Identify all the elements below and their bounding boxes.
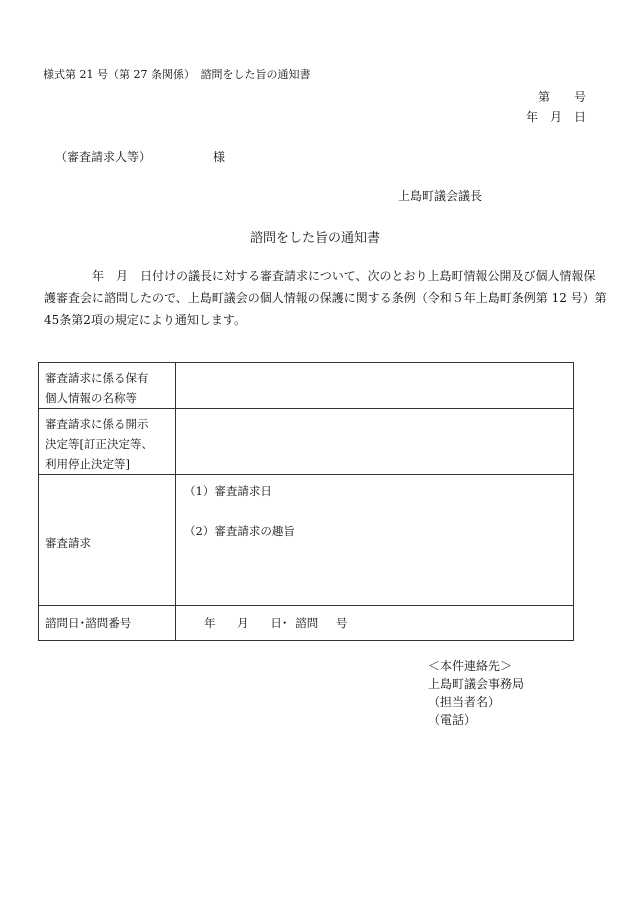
- document-number: 第 号: [537, 90, 586, 104]
- value-cell-disclosure-decision: [176, 409, 574, 475]
- value-cell-personal-info: [176, 363, 574, 409]
- table-row: [39, 475, 574, 606]
- recipient-honorific: 様: [213, 150, 226, 164]
- contact-office: 上島町議会事務局: [428, 677, 525, 691]
- body-paragraph: [44, 265, 607, 331]
- details-table: [38, 362, 574, 641]
- table-row: [39, 409, 574, 475]
- contact-heading: ＜本件連絡先＞: [428, 659, 513, 673]
- body-line: 45条第2項の規定により通知します。: [44, 313, 246, 327]
- contact-person: （担当者名）: [428, 695, 501, 709]
- value-cell-consultation: 年 月 日･ 諮問 号: [176, 606, 574, 641]
- row-label-disclosure-decision: 審査請求に係る開示 決定等[訂正決定等、 利用停止決定等]: [39, 409, 176, 475]
- table-row: [39, 363, 574, 409]
- sender: 上島町議会議長: [398, 189, 483, 203]
- review-request-date-item: （1）審査請求日: [184, 484, 272, 498]
- body-line: 護審査会に諮問したので、上島町議会の個人情報の保護に関する条例（令和５年上島町条例第 12 号）第: [44, 291, 607, 305]
- row-label-personal-info: 審査請求に係る保有 個人情報の名称等: [39, 363, 176, 409]
- review-request-purpose-item: （2）審査請求の趣旨: [184, 524, 295, 538]
- body-line: 年 月 日付けの議長に対する審査請求について、次のとおり上島町情報公開及び個人情報保: [92, 269, 596, 283]
- row-label-review-request: 審査請求: [39, 475, 176, 606]
- contact-block: [428, 657, 524, 729]
- table-row: [39, 606, 574, 641]
- document-title: 諮問をした旨の通知書: [249, 231, 380, 246]
- document-date: 年 月 日: [525, 110, 586, 124]
- value-cell-review-request: [176, 475, 574, 606]
- row-label-consultation: 諮問日･諮問番号: [39, 606, 176, 641]
- recipient: （審査請求人等）: [55, 150, 152, 164]
- form-reference: 様式第 21 号（第 27 条関係） 諮問をした旨の通知書: [43, 68, 311, 81]
- contact-phone: （電話）: [428, 713, 477, 727]
